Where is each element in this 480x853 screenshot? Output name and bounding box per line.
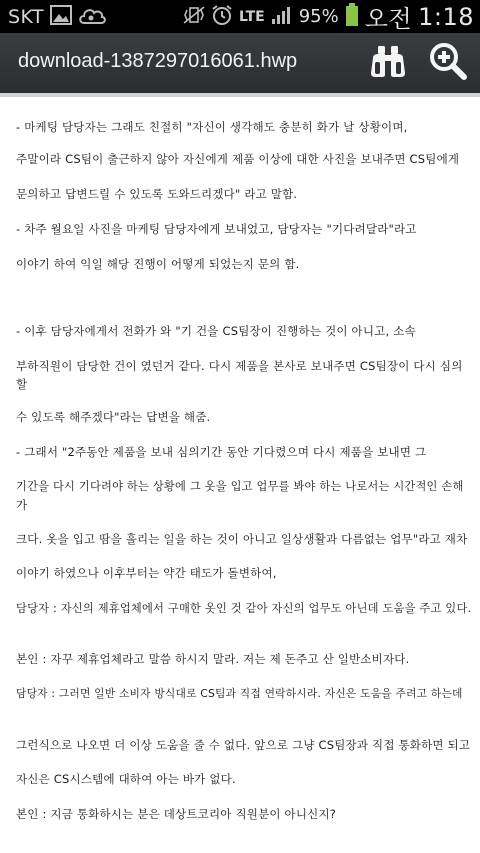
document-line: 이야기 하여 익일 해당 진행이 어떻게 되었는지 문의 함. (16, 257, 300, 271)
gallery-notification-icon (50, 5, 72, 29)
signal-icon (271, 5, 293, 29)
cloud-notification-icon (78, 4, 106, 30)
battery-percent: 95% (298, 6, 339, 27)
document-line: 수 있도록 해주겠다"라는 답변을 해줌. (16, 410, 211, 424)
clock-ampm: 오전 (364, 5, 413, 33)
document-line: 본인 : 지금 통화하시는 분은 데상트코리아 직원분이 아니신지? (16, 807, 337, 821)
document-line: 이야기 하였으나 이후부터는 약간 태도가 돌변하여, (16, 566, 277, 580)
document-title: download-1387297016061.hwp (18, 50, 298, 72)
document-line: - 그래서 "2주동안 제품을 보내 심의기간 동안 기다렸으며 다시 제품을 보내면 그 (16, 445, 427, 459)
status-bar (0, 0, 480, 33)
document-line: - 마케팅 담당자는 그래도 친절히 "자신이 생각해도 충분히 화가 날 상황이며, (16, 120, 408, 134)
document-viewer[interactable] (0, 97, 480, 853)
document-line: 할 (16, 377, 28, 391)
document-line: 기간을 다시 기다려야 하는 상황에 그 옷을 입고 업무를 봐야 하는 나로서는 시간적인 손해 (16, 480, 464, 493)
binoculars-icon (369, 44, 407, 82)
document-line: 부하직원이 담당한 건이 였던거 같다. 다시 제품을 본사로 보내주면 CS팀장이 다시 심의 (16, 359, 463, 373)
document-line: 가 (16, 498, 28, 512)
document-line: 자신은 CS시스템에 대하여 아는 바가 없다. (16, 772, 236, 786)
carrier-label: SKT (8, 5, 45, 28)
document-line: 본인 : 자꾸 제휴업체라고 말씀 하시지 말라. 저는 제 돈주고 산 일반소비자다. (16, 652, 410, 666)
app-bar (0, 33, 480, 93)
document-line: 담당자 : 자신의 제휴업체에서 구매한 옷인 것 같아 자신의 업무도 아닌데 도움을 주고 있다. (16, 602, 472, 615)
find-button[interactable] (366, 41, 410, 85)
document-line: 주말이라 CS팀이 출근하지 않아 자신에게 제품 이상에 대한 사진을 보내주면 CS팀에게 (16, 152, 460, 166)
document-line: 그런식으로 나오면 더 이상 도움을 줄 수 없다. 앞으로 그냥 CS팀장과 직접 통화하면 되고 (16, 738, 471, 752)
vibrate-icon (183, 6, 205, 28)
network-type-label: LTE (238, 8, 265, 25)
alarm-icon (211, 4, 233, 30)
document-line: 담당자 : 그러면 일반 소비자 방식대로 CS팀과 직접 연락하시라. 자신은 도움을 주려고 하는데 (16, 687, 463, 700)
clock-time: 1:18 (418, 2, 474, 31)
zoom-in-button[interactable] (426, 41, 470, 85)
document-line: - 이후 담당자에게서 전화가 와 "기 건을 CS팀장이 진행하는 것이 아니고, 소속 (16, 324, 416, 338)
document-line: - 차주 월요일 사진을 마케팅 담당자에게 보내었고, 담당자는 "기다려달라"라고 (16, 222, 417, 236)
document-line: 크다. 옷을 입고 땀을 흘리는 일을 하는 것이 아니고 일상생활과 다름없는 업무"라고 재차 (16, 532, 468, 546)
battery-icon (345, 3, 359, 31)
zoom-in-icon (428, 41, 468, 85)
document-line: 문의하고 답변드릴 수 있도록 도와드리겠다" 라고 말함. (16, 187, 298, 201)
